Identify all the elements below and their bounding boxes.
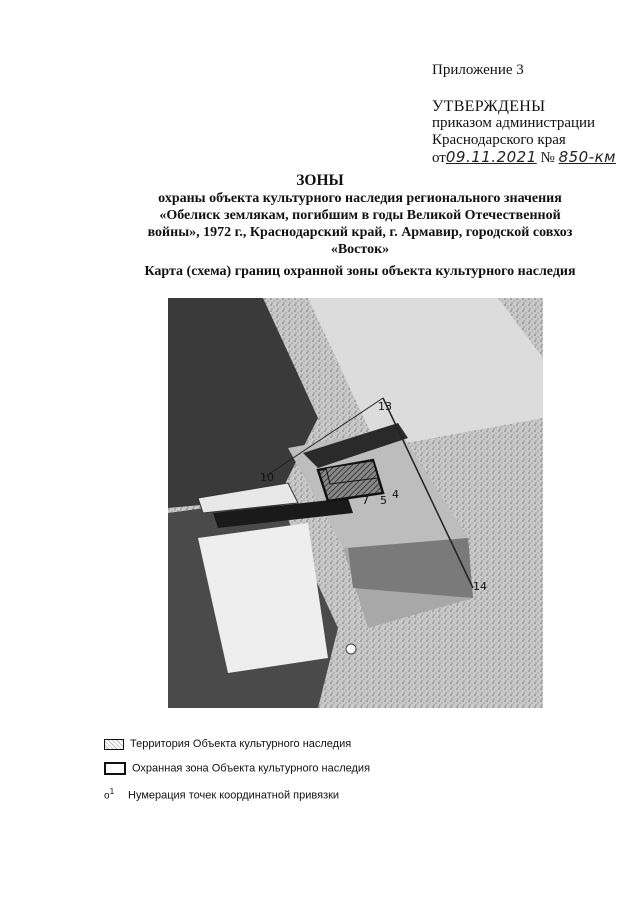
point-label-13: 13 xyxy=(378,400,392,413)
handwritten-date: 09.11.2021 xyxy=(445,148,537,166)
order-line-2: Краснодарского края xyxy=(432,132,566,148)
point-label-14: 14 xyxy=(473,580,487,593)
point-marker-icon: $o^1$ xyxy=(104,786,115,802)
legend-label-territory: Территория Объекта культурного наследия xyxy=(130,738,352,750)
point-label-10: 10 xyxy=(260,471,274,484)
legend-item-points xyxy=(104,786,339,801)
point-label-4: 4 xyxy=(392,488,399,501)
legend-label-points: Нумерация точек координатной привязки xyxy=(128,789,340,802)
legend-item-territory xyxy=(104,738,351,750)
approval-block xyxy=(432,98,616,167)
order-date-line xyxy=(432,149,616,167)
appendix-label: Приложение 3 xyxy=(432,62,524,78)
legend-item-protection-zone xyxy=(104,762,370,775)
approved-heading: УТВЕРЖДЕНЫ xyxy=(432,98,546,115)
map-title: Карта (схема) границ охранной зоны объекта культурного наследия xyxy=(144,264,576,279)
subtitle-line-3: войны», 1972 г., Краснодарский край, г. Армавир, городской совхоз xyxy=(147,225,573,240)
subtitle-line-4: «Восток» xyxy=(330,242,390,257)
document-subtitle xyxy=(100,190,620,258)
date-prefix: от xyxy=(432,150,446,166)
point-label-7: 7 xyxy=(362,494,369,507)
document-title: ЗОНЫ xyxy=(296,172,344,189)
handwritten-number: 850-км xyxy=(558,148,616,166)
subtitle-line-2: «Обелиск землякам, погибшим в годы Великой Отечественной xyxy=(159,208,561,223)
boundary-map xyxy=(168,298,543,708)
legend-label-protection-zone: Охранная зона Объекта культурного наследия xyxy=(132,762,371,775)
map-marker xyxy=(346,644,356,654)
order-line-1: приказом администрации xyxy=(432,115,596,131)
number-prefix: № xyxy=(540,150,555,166)
subtitle-line-1: охраны объекта культурного наследия регионального значения xyxy=(158,191,562,206)
point-label-5: 5 xyxy=(380,494,387,507)
protection-zone-swatch xyxy=(104,762,126,775)
territory-swatch xyxy=(104,739,124,750)
